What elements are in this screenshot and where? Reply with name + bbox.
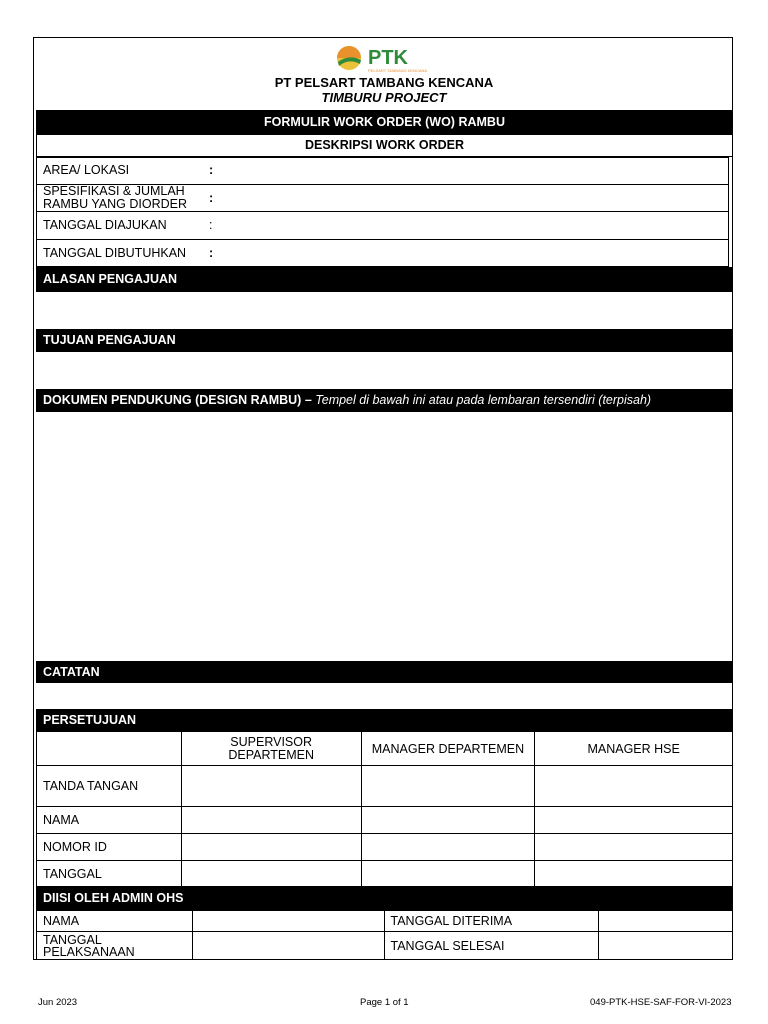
- tgl-dibutuhkan-colon: :: [209, 246, 214, 260]
- admin-tgl-pelaksanaan-field[interactable]: [192, 932, 384, 960]
- row-label-tanggal: TANGGAL: [37, 861, 182, 887]
- dokumen-note: Tempel di bawah ini atau pada lembaran tersendiri (terpisah): [315, 393, 652, 407]
- approval-corner-cell: [37, 732, 182, 766]
- signature-manager-dept[interactable]: [361, 766, 535, 807]
- id-manager-hse[interactable]: [535, 834, 733, 861]
- nama-manager-dept[interactable]: [361, 807, 535, 834]
- admin-row: [37, 932, 733, 960]
- row-label-nama: NAMA: [37, 807, 182, 834]
- spec-label: [43, 185, 187, 211]
- admin-nama-field[interactable]: [192, 911, 384, 932]
- admin-tgl-pelaksanaan-line1: TANGGAL: [43, 932, 102, 947]
- dokumen-title: DOKUMEN PENDUKUNG (DESIGN RAMBU): [43, 393, 302, 407]
- admin-tgl-selesai-label: TANGGAL SELESAI: [384, 932, 599, 960]
- row-label-nomor-id: NOMOR ID: [37, 834, 182, 861]
- area-row[interactable]: [36, 157, 729, 185]
- col-supervisor: [181, 732, 361, 766]
- admin-tgl-diterima-label: TANGGAL DITERIMA: [384, 911, 599, 932]
- spec-label-line2: RAMBU YANG DIORDER: [43, 197, 188, 211]
- catatan-field[interactable]: [36, 683, 733, 709]
- col-supervisor-line2: DEPARTEMEN: [228, 747, 314, 762]
- admin-header: DIISI OLEH ADMIN OHS: [36, 887, 733, 910]
- dokumen-dash: –: [301, 393, 316, 407]
- admin-table: [36, 910, 733, 960]
- alasan-field[interactable]: [36, 292, 733, 329]
- ptk-logo-icon: [336, 44, 432, 74]
- admin-tgl-pelaksanaan-line2: PELAKSANAAN: [43, 944, 135, 959]
- signature-supervisor[interactable]: [181, 766, 361, 807]
- tanggal-supervisor[interactable]: [181, 861, 361, 887]
- row-label-tanda-tangan: TANDA TANGAN: [37, 766, 182, 807]
- logo-text: PTK: [368, 47, 408, 69]
- approval-row: [37, 861, 733, 887]
- tgl-diajukan-row[interactable]: [36, 211, 729, 240]
- col-manager-dept: MANAGER DEPARTEMEN: [361, 732, 535, 766]
- svg-text:PELSART TAMBANG KENCANA: PELSART TAMBANG KENCANA: [368, 68, 428, 73]
- id-manager-dept[interactable]: [361, 834, 535, 861]
- nama-supervisor[interactable]: [181, 807, 361, 834]
- catatan-header: CATATAN: [36, 661, 733, 683]
- admin-tgl-diterima-field[interactable]: [599, 911, 733, 932]
- id-supervisor[interactable]: [181, 834, 361, 861]
- alasan-header: ALASAN PENGAJUAN: [36, 267, 733, 292]
- approval-row: [37, 807, 733, 834]
- spec-row[interactable]: [36, 184, 729, 212]
- nama-manager-hse[interactable]: [535, 807, 733, 834]
- dokumen-header: [36, 389, 733, 412]
- approval-row: [37, 766, 733, 807]
- admin-nama-label: NAMA: [37, 911, 193, 932]
- approval-row: [37, 834, 733, 861]
- tujuan-field[interactable]: [36, 352, 733, 389]
- spec-colon: :: [209, 191, 214, 205]
- footer-date: Jun 2023: [38, 997, 78, 1008]
- tanggal-manager-hse[interactable]: [535, 861, 733, 887]
- tanggal-manager-dept[interactable]: [361, 861, 535, 887]
- tgl-dibutuhkan-label: TANGGAL DIBUTUHKAN: [43, 246, 187, 260]
- company-name: PT PELSART TAMBANG KENCANA: [274, 75, 494, 90]
- tgl-dibutuhkan-row[interactable]: [36, 239, 729, 267]
- area-label: AREA/ LOKASI: [43, 163, 130, 177]
- spec-label-line1: SPESIFIKASI & JUMLAH: [43, 184, 185, 198]
- dokumen-area[interactable]: [36, 412, 733, 661]
- col-supervisor-line1: SUPERVISOR: [230, 734, 313, 749]
- admin-row: [37, 911, 733, 932]
- area-colon: :: [209, 163, 214, 177]
- form-subtitle: DESKRIPSI WORK ORDER: [36, 135, 733, 157]
- company-logo: [336, 44, 432, 74]
- approval-header-row: [37, 732, 733, 766]
- persetujuan-header: PERSETUJUAN: [36, 709, 733, 731]
- approval-table: [36, 731, 733, 887]
- tujuan-header: TUJUAN PENGAJUAN: [36, 329, 733, 352]
- admin-tgl-selesai-field[interactable]: [599, 932, 733, 960]
- col-manager-hse: MANAGER HSE: [535, 732, 733, 766]
- project-name: TIMBURU PROJECT: [321, 90, 447, 105]
- tgl-diajukan-label: TANGGAL DIAJUKAN: [43, 218, 167, 232]
- footer-doc-code: 049-PTK-HSE-SAF-FOR-VI-2023: [590, 997, 732, 1008]
- tgl-diajukan-colon: :: [209, 218, 213, 232]
- form-title: FORMULIR WORK ORDER (WO) RAMBU: [36, 110, 733, 135]
- admin-tgl-pelaksanaan-label: [37, 932, 193, 960]
- signature-manager-hse[interactable]: [535, 766, 733, 807]
- footer-page: Page 1 of 1: [360, 997, 409, 1008]
